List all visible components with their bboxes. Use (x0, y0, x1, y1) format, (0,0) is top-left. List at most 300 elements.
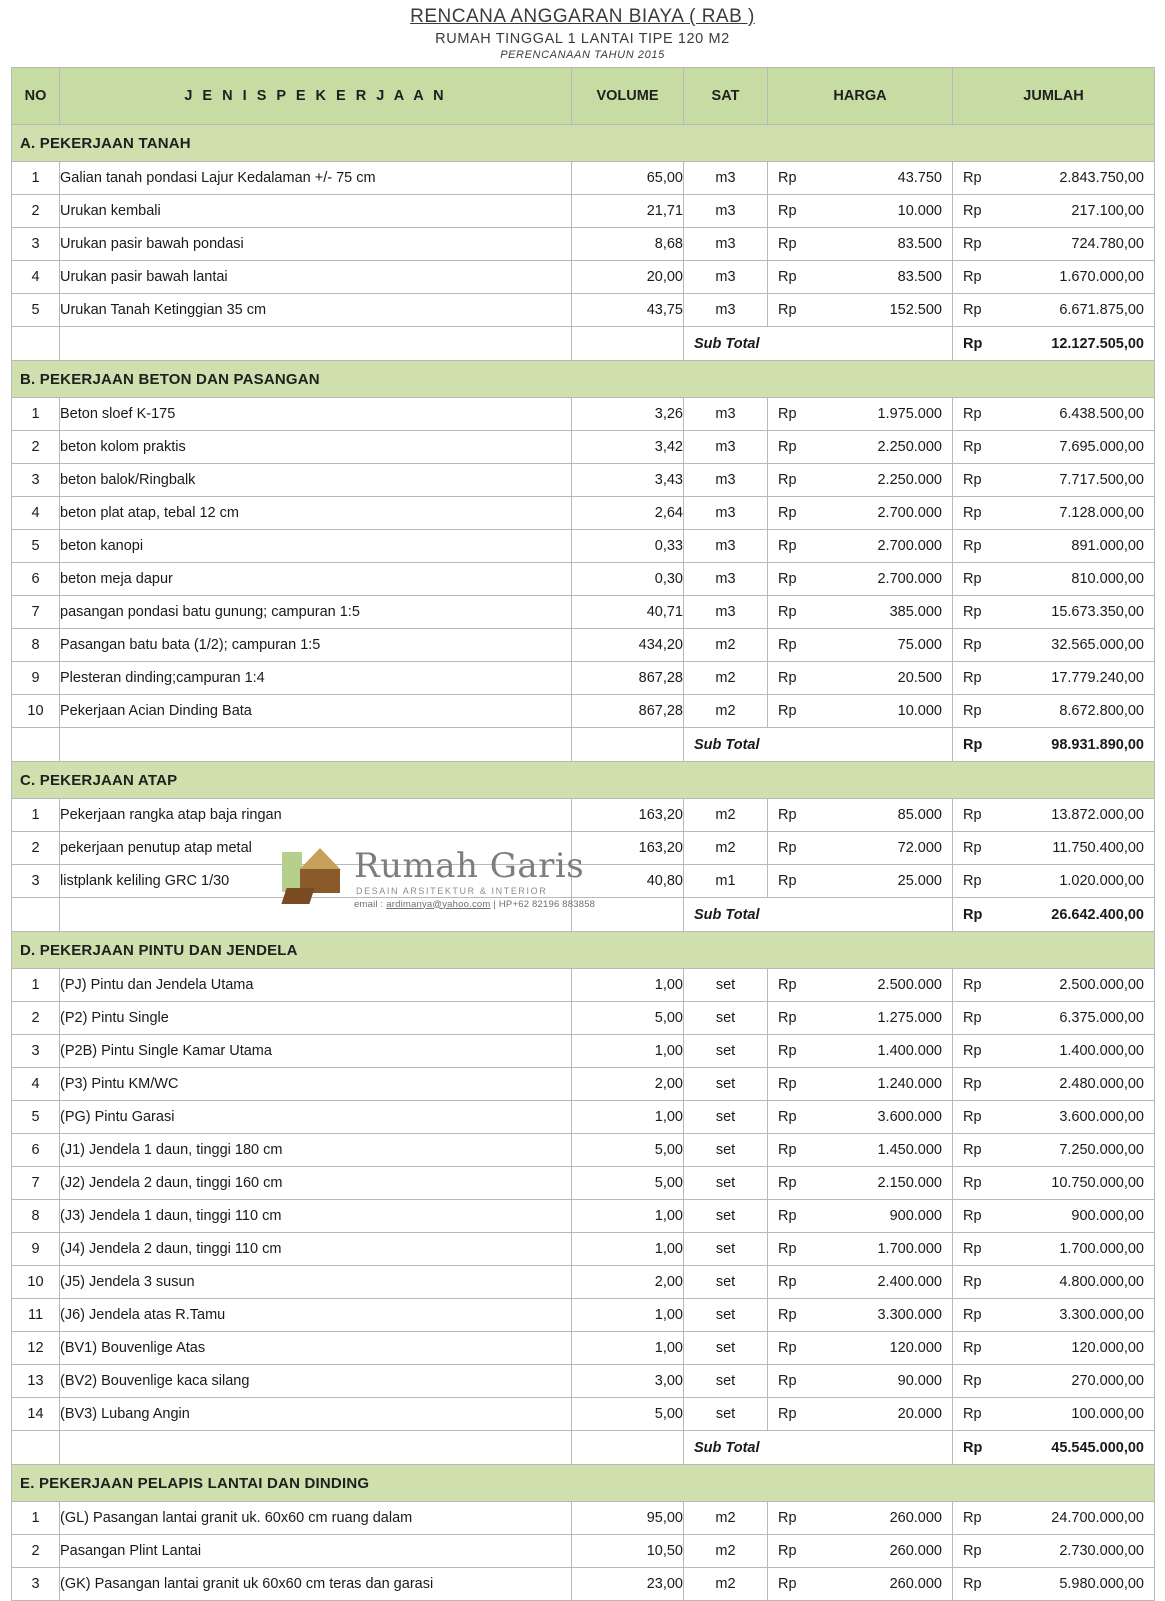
row-jumlah-value: 5.980.000,00 (1059, 1576, 1144, 1592)
row-harga-cell (768, 662, 953, 695)
row-description: (J2) Jendela 2 daun, tinggi 160 cm (60, 1167, 572, 1200)
section-title: C. PEKERJAAN ATAP (12, 762, 1155, 799)
column-header-volume: VOLUME (572, 68, 684, 125)
row-harga-cell (768, 832, 953, 865)
row-number: 10 (12, 1266, 60, 1299)
table-row (12, 662, 1155, 695)
row-unit: m3 (684, 530, 768, 563)
row-jumlah-cell (953, 431, 1155, 464)
row-jumlah-cell (953, 398, 1155, 431)
row-jumlah-value: 217.100,00 (1071, 203, 1144, 219)
currency-label: Rp (778, 873, 797, 889)
row-volume: 0,30 (572, 563, 684, 596)
row-jumlah-value: 2.843.750,00 (1059, 170, 1144, 186)
row-harga-value: 90.000 (897, 1373, 942, 1389)
row-number: 3 (12, 228, 60, 261)
row-volume: 3,43 (572, 464, 684, 497)
row-description: (J1) Jendela 1 daun, tinggi 180 cm (60, 1134, 572, 1167)
row-jumlah-value: 7.717.500,00 (1059, 472, 1144, 488)
section-header-row (12, 762, 1155, 799)
currency-label: Rp (778, 1010, 797, 1026)
currency-label: Rp (963, 472, 982, 488)
row-number: 2 (12, 1535, 60, 1568)
row-jumlah-cell (953, 1266, 1155, 1299)
row-harga-value: 20.500 (897, 670, 942, 686)
row-number: 11 (12, 1299, 60, 1332)
row-jumlah-value: 1.700.000,00 (1059, 1241, 1144, 1257)
row-harga-cell (768, 497, 953, 530)
currency-label: Rp (963, 604, 982, 620)
row-harga-cell (768, 294, 953, 327)
row-jumlah-value: 3.300.000,00 (1059, 1307, 1144, 1323)
row-number: 1 (12, 162, 60, 195)
row-harga-cell (768, 228, 953, 261)
row-unit: set (684, 1332, 768, 1365)
row-number: 1 (12, 1502, 60, 1535)
row-harga-value: 85.000 (897, 807, 942, 823)
row-harga-cell (768, 1332, 953, 1365)
row-unit: set (684, 1398, 768, 1431)
row-description: (J3) Jendela 1 daun, tinggi 110 cm (60, 1200, 572, 1233)
currency-label: Rp (963, 1274, 982, 1290)
row-unit: set (684, 1266, 768, 1299)
table-row (12, 1035, 1155, 1068)
currency-label: Rp (963, 736, 983, 753)
currency-label: Rp (778, 703, 797, 719)
row-number: 8 (12, 629, 60, 662)
row-harga-value: 3.300.000 (877, 1307, 942, 1323)
currency-label: Rp (963, 302, 982, 318)
row-jumlah-value: 1.670.000,00 (1059, 269, 1144, 285)
subtotal-jumlah-cell (953, 728, 1155, 762)
currency-label: Rp (778, 1274, 797, 1290)
row-jumlah-cell (953, 1002, 1155, 1035)
row-number: 5 (12, 530, 60, 563)
row-number: 1 (12, 969, 60, 1002)
currency-label: Rp (778, 472, 797, 488)
row-jumlah-value: 15.673.350,00 (1051, 604, 1144, 620)
subtotal-row (12, 728, 1155, 762)
row-harga-cell (768, 1365, 953, 1398)
row-description: Pekerjaan Acian Dinding Bata (60, 695, 572, 728)
currency-label: Rp (778, 1076, 797, 1092)
row-unit: m3 (684, 431, 768, 464)
row-jumlah-cell (953, 596, 1155, 629)
row-number: 3 (12, 1568, 60, 1601)
subtotal-row (12, 327, 1155, 361)
table-row (12, 1398, 1155, 1431)
currency-label: Rp (963, 1373, 982, 1389)
column-header-no: NO (12, 68, 60, 125)
table-row (12, 398, 1155, 431)
column-header-sat: SAT (684, 68, 768, 125)
table-row (12, 1299, 1155, 1332)
subtotal-jumlah-cell (953, 898, 1155, 932)
row-description: beton meja dapur (60, 563, 572, 596)
currency-label: Rp (963, 1543, 982, 1559)
row-description: (J4) Jendela 2 daun, tinggi 110 cm (60, 1233, 572, 1266)
row-description: (PJ) Pintu dan Jendela Utama (60, 969, 572, 1002)
row-description: Urukan pasir bawah pondasi (60, 228, 572, 261)
row-number: 5 (12, 1101, 60, 1134)
subtotal-blank (572, 327, 684, 361)
row-harga-cell (768, 1299, 953, 1332)
currency-label: Rp (778, 1043, 797, 1059)
row-jumlah-cell (953, 1568, 1155, 1601)
table-row (12, 832, 1155, 865)
row-jumlah-cell (953, 228, 1155, 261)
row-number: 1 (12, 799, 60, 832)
table-row (12, 1002, 1155, 1035)
table-row (12, 294, 1155, 327)
row-number: 1 (12, 398, 60, 431)
currency-label: Rp (963, 1340, 982, 1356)
row-jumlah-cell (953, 1535, 1155, 1568)
row-harga-value: 1.450.000 (877, 1142, 942, 1158)
row-harga-cell (768, 1266, 953, 1299)
row-volume: 867,28 (572, 695, 684, 728)
row-jumlah-cell (953, 294, 1155, 327)
subtotal-blank (12, 1431, 60, 1465)
row-harga-cell (768, 1233, 953, 1266)
row-harga-value: 152.500 (889, 302, 942, 318)
row-harga-cell (768, 1101, 953, 1134)
row-harga-value: 1.975.000 (877, 406, 942, 422)
row-volume: 163,20 (572, 832, 684, 865)
subtotal-label: Sub Total (684, 1431, 953, 1465)
row-jumlah-cell (953, 563, 1155, 596)
row-harga-value: 1.400.000 (877, 1043, 942, 1059)
row-jumlah-cell (953, 799, 1155, 832)
row-jumlah-cell (953, 832, 1155, 865)
row-harga-cell (768, 464, 953, 497)
row-unit: m2 (684, 629, 768, 662)
row-unit: set (684, 1035, 768, 1068)
row-volume: 43,75 (572, 294, 684, 327)
row-unit: set (684, 1002, 768, 1035)
watermark-name: Rumah Garis (354, 845, 585, 886)
currency-label: Rp (963, 1576, 982, 1592)
currency-label: Rp (778, 604, 797, 620)
row-jumlah-cell (953, 1134, 1155, 1167)
row-jumlah-cell (953, 195, 1155, 228)
table-row (12, 1200, 1155, 1233)
row-harga-cell (768, 1502, 953, 1535)
currency-label: Rp (778, 670, 797, 686)
row-number: 2 (12, 832, 60, 865)
row-description: Pasangan batu bata (1/2); campuran 1:5 (60, 629, 572, 662)
table-row (12, 1332, 1155, 1365)
row-volume: 2,64 (572, 497, 684, 530)
currency-label: Rp (963, 1241, 982, 1257)
subtotal-jumlah-value: 98.931.890,00 (1051, 736, 1144, 753)
row-volume: 1,00 (572, 1299, 684, 1332)
row-number: 6 (12, 1134, 60, 1167)
table-row (12, 1134, 1155, 1167)
row-unit: m3 (684, 228, 768, 261)
row-unit: m3 (684, 497, 768, 530)
currency-label: Rp (778, 505, 797, 521)
row-jumlah-cell (953, 530, 1155, 563)
row-unit: m2 (684, 695, 768, 728)
row-harga-value: 385.000 (889, 604, 942, 620)
row-description: beton plat atap, tebal 12 cm (60, 497, 572, 530)
row-volume: 21,71 (572, 195, 684, 228)
row-harga-cell (768, 969, 953, 1002)
row-description: Pekerjaan rangka atap baja ringan (60, 799, 572, 832)
row-description: beton kanopi (60, 530, 572, 563)
table-row (12, 228, 1155, 261)
row-description: (P3) Pintu KM/WC (60, 1068, 572, 1101)
row-description: (GL) Pasangan lantai granit uk. 60x60 cm ruang dalam (60, 1502, 572, 1535)
row-number: 4 (12, 1068, 60, 1101)
row-volume: 3,00 (572, 1365, 684, 1398)
row-harga-value: 2.150.000 (877, 1175, 942, 1191)
row-jumlah-value: 6.438.500,00 (1059, 406, 1144, 422)
row-jumlah-value: 1.020.000,00 (1059, 873, 1144, 889)
currency-label: Rp (778, 1340, 797, 1356)
section-title: A. PEKERJAAN TANAH (12, 125, 1155, 162)
row-number: 5 (12, 294, 60, 327)
row-volume: 3,26 (572, 398, 684, 431)
row-jumlah-cell (953, 969, 1155, 1002)
subtotal-blank (60, 327, 572, 361)
row-harga-cell (768, 1068, 953, 1101)
section-header-row (12, 932, 1155, 969)
row-harga-value: 900.000 (889, 1208, 942, 1224)
row-volume: 5,00 (572, 1398, 684, 1431)
row-description: pasangan pondasi batu gunung; campuran 1:5 (60, 596, 572, 629)
row-description: Urukan kembali (60, 195, 572, 228)
row-harga-cell (768, 1035, 953, 1068)
row-harga-cell (768, 799, 953, 832)
row-jumlah-cell (953, 629, 1155, 662)
row-unit: set (684, 969, 768, 1002)
row-description: (GK) Pasangan lantai granit uk 60x60 cm teras dan garasi (60, 1568, 572, 1601)
row-unit: m1 (684, 865, 768, 898)
row-jumlah-cell (953, 464, 1155, 497)
row-jumlah-cell (953, 1068, 1155, 1101)
row-volume: 8,68 (572, 228, 684, 261)
subtotal-row (12, 1431, 1155, 1465)
currency-label: Rp (778, 840, 797, 856)
currency-label: Rp (963, 335, 983, 352)
table-row (12, 969, 1155, 1002)
row-number: 9 (12, 662, 60, 695)
row-jumlah-value: 2.730.000,00 (1059, 1543, 1144, 1559)
table-row (12, 1101, 1155, 1134)
watermark-contact-prefix: email : (354, 898, 387, 910)
currency-label: Rp (778, 1241, 797, 1257)
row-harga-value: 120.000 (889, 1340, 942, 1356)
table-row (12, 497, 1155, 530)
currency-label: Rp (963, 505, 982, 521)
row-description: (P2B) Pintu Single Kamar Utama (60, 1035, 572, 1068)
row-description: (BV3) Lubang Angin (60, 1398, 572, 1431)
row-unit: set (684, 1101, 768, 1134)
row-unit: set (684, 1200, 768, 1233)
row-volume: 1,00 (572, 1035, 684, 1068)
currency-label: Rp (778, 571, 797, 587)
subtotal-blank (60, 728, 572, 762)
table-row (12, 1535, 1155, 1568)
row-volume: 867,28 (572, 662, 684, 695)
row-number: 9 (12, 1233, 60, 1266)
page-title: RENCANA ANGGARAN BIAYA ( RAB ) (410, 6, 755, 27)
row-harga-value: 83.500 (897, 269, 942, 285)
currency-label: Rp (963, 203, 982, 219)
currency-label: Rp (963, 1010, 982, 1026)
currency-label: Rp (963, 538, 982, 554)
row-description: (BV2) Bouvenlige kaca silang (60, 1365, 572, 1398)
row-volume: 65,00 (572, 162, 684, 195)
currency-label: Rp (963, 1307, 982, 1323)
row-number: 14 (12, 1398, 60, 1431)
currency-label: Rp (778, 203, 797, 219)
currency-label: Rp (963, 439, 982, 455)
page-subtitle: RUMAH TINGGAL 1 LANTAI TIPE 120 M2 (435, 31, 730, 47)
table-row (12, 1068, 1155, 1101)
currency-label: Rp (778, 439, 797, 455)
subtotal-blank (572, 1431, 684, 1465)
watermark-email: ardimanya@yahoo.com (386, 898, 491, 910)
currency-label: Rp (778, 1142, 797, 1158)
subtotal-jumlah-cell (953, 327, 1155, 361)
row-volume: 434,20 (572, 629, 684, 662)
subtotal-blank (60, 898, 572, 932)
table-row (12, 629, 1155, 662)
row-jumlah-cell (953, 497, 1155, 530)
table-row (12, 464, 1155, 497)
row-jumlah-value: 7.695.000,00 (1059, 439, 1144, 455)
currency-label: Rp (963, 703, 982, 719)
row-jumlah-cell (953, 1365, 1155, 1398)
currency-label: Rp (778, 637, 797, 653)
row-harga-cell (768, 865, 953, 898)
table-row (12, 1266, 1155, 1299)
row-harga-value: 75.000 (897, 637, 942, 653)
currency-label: Rp (778, 807, 797, 823)
row-number: 4 (12, 497, 60, 530)
row-harga-cell (768, 195, 953, 228)
currency-label: Rp (963, 1142, 982, 1158)
section-title: B. PEKERJAAN BETON DAN PASANGAN (12, 361, 1155, 398)
row-number: 2 (12, 1002, 60, 1035)
currency-label: Rp (963, 406, 982, 422)
row-jumlah-value: 4.800.000,00 (1059, 1274, 1144, 1290)
column-header-harga: HARGA (768, 68, 953, 125)
currency-label: Rp (963, 1109, 982, 1125)
subtotal-jumlah-value: 12.127.505,00 (1051, 335, 1144, 352)
row-harga-value: 25.000 (897, 873, 942, 889)
rab-table (11, 67, 1155, 1601)
subtotal-label: Sub Total (684, 898, 953, 932)
row-volume: 1,00 (572, 1233, 684, 1266)
row-unit: m2 (684, 1535, 768, 1568)
section-title: E. PEKERJAAN PELAPIS LANTAI DAN DINDING (12, 1465, 1155, 1502)
subtotal-blank (12, 728, 60, 762)
row-number: 2 (12, 431, 60, 464)
document-header (0, 0, 1165, 67)
section-header-row (12, 361, 1155, 398)
currency-label: Rp (778, 170, 797, 186)
table-row (12, 799, 1155, 832)
row-number: 12 (12, 1332, 60, 1365)
row-jumlah-cell (953, 1398, 1155, 1431)
row-description: Beton sloef K-175 (60, 398, 572, 431)
currency-label: Rp (778, 269, 797, 285)
row-unit: m2 (684, 1568, 768, 1601)
row-harga-cell (768, 1535, 953, 1568)
row-description: beton kolom praktis (60, 431, 572, 464)
row-jumlah-value: 900.000,00 (1071, 1208, 1144, 1224)
row-unit: m3 (684, 464, 768, 497)
row-jumlah-value: 7.250.000,00 (1059, 1142, 1144, 1158)
row-harga-value: 2.250.000 (877, 472, 942, 488)
currency-label: Rp (963, 873, 982, 889)
row-harga-cell (768, 629, 953, 662)
row-volume: 163,20 (572, 799, 684, 832)
row-jumlah-value: 2.500.000,00 (1059, 977, 1144, 993)
row-harga-cell (768, 530, 953, 563)
row-jumlah-value: 6.671.875,00 (1059, 302, 1144, 318)
row-unit: m3 (684, 596, 768, 629)
currency-label: Rp (963, 1208, 982, 1224)
row-jumlah-value: 270.000,00 (1071, 1373, 1144, 1389)
row-jumlah-value: 10.750.000,00 (1051, 1175, 1144, 1191)
row-number: 6 (12, 563, 60, 596)
table-row (12, 1365, 1155, 1398)
row-volume: 95,00 (572, 1502, 684, 1535)
currency-label: Rp (963, 840, 982, 856)
row-harga-value: 260.000 (889, 1576, 942, 1592)
watermark-phone: | HP+62 82196 883858 (490, 898, 596, 910)
row-description: Plesteran dinding;campuran 1:4 (60, 662, 572, 695)
row-harga-value: 20.000 (897, 1406, 942, 1422)
page-subsubtitle: PERENCANAAN TAHUN 2015 (500, 49, 665, 61)
row-harga-cell (768, 563, 953, 596)
row-number: 3 (12, 464, 60, 497)
row-volume: 40,71 (572, 596, 684, 629)
row-volume: 5,00 (572, 1002, 684, 1035)
table-row (12, 195, 1155, 228)
row-unit: m3 (684, 398, 768, 431)
table-row (12, 261, 1155, 294)
subtotal-blank (60, 1431, 572, 1465)
column-header-jenis-pekerjaan: J E N I S P E K E R J A A N (60, 68, 572, 125)
row-harga-value: 260.000 (889, 1510, 942, 1526)
row-number: 8 (12, 1200, 60, 1233)
subtotal-row (12, 898, 1155, 932)
row-unit: m2 (684, 1502, 768, 1535)
table-row (12, 563, 1155, 596)
row-unit: m2 (684, 799, 768, 832)
subtotal-blank (572, 898, 684, 932)
row-volume: 3,42 (572, 431, 684, 464)
currency-label: Rp (963, 571, 982, 587)
row-jumlah-value: 891.000,00 (1071, 538, 1144, 554)
table-row (12, 1167, 1155, 1200)
row-jumlah-value: 17.779.240,00 (1051, 670, 1144, 686)
row-volume: 40,80 (572, 865, 684, 898)
table-row (12, 162, 1155, 195)
row-jumlah-cell (953, 1233, 1155, 1266)
table-row (12, 530, 1155, 563)
row-harga-cell (768, 431, 953, 464)
row-jumlah-cell (953, 1167, 1155, 1200)
row-harga-cell (768, 1167, 953, 1200)
subtotal-jumlah-value: 26.642.400,00 (1051, 906, 1144, 923)
